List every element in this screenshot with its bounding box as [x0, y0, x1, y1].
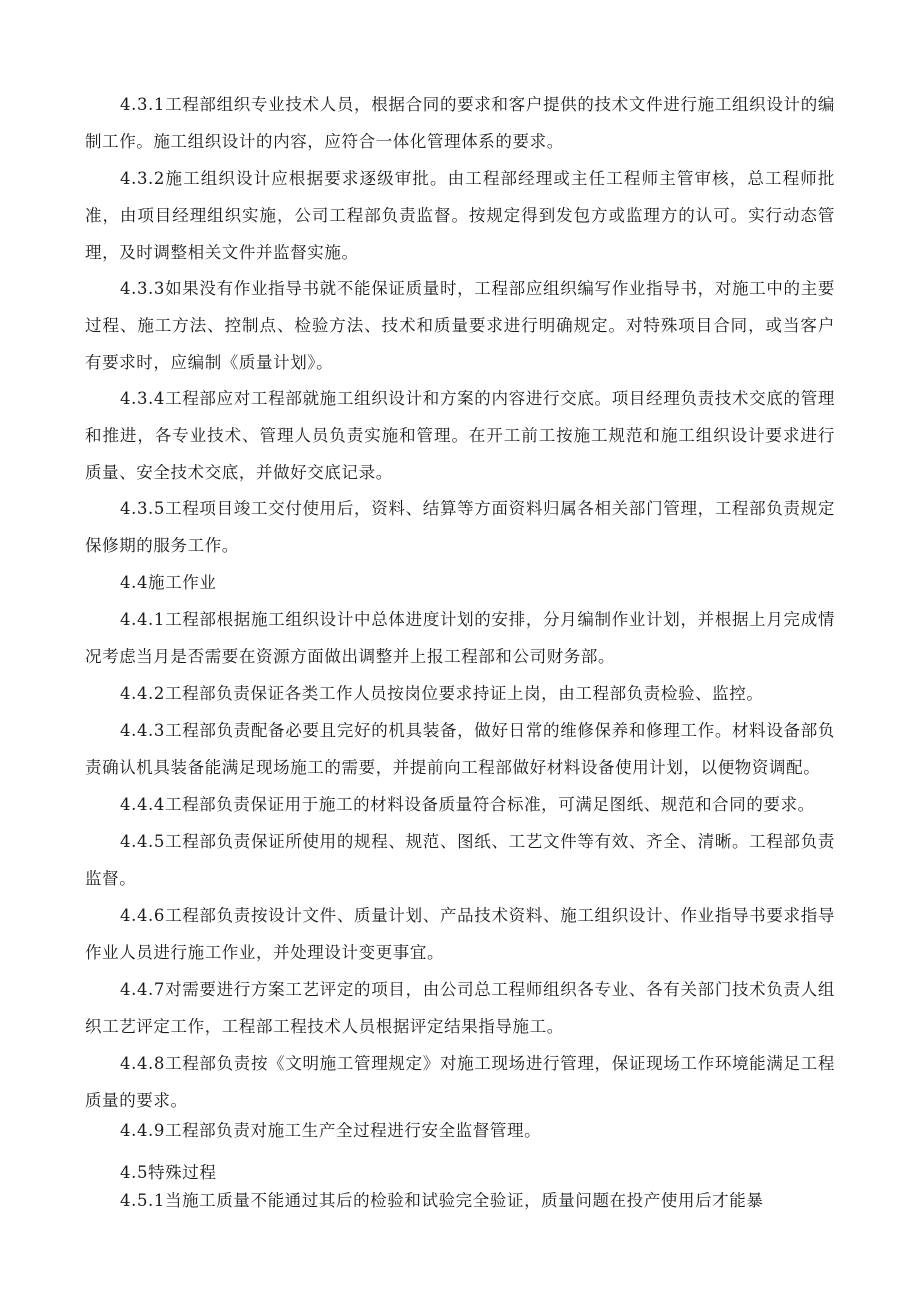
- paragraph-4-3-2: 4.3.2施工组织设计应根据要求逐级审批。由工程部经理或主任工程师主管审核，总工程师批准，由项目经理组织实施，公司工程部负责监督。按规定得到发包方或监理方的认可。实行动态管理，及时调整相关文件并监督实施。: [85, 169, 835, 262]
- paragraph-4-4-8: 4.4.8工程部负责按《文明施工管理规定》对施工现场进行管理，保证现场工作环境能满足工程质量的要求。: [85, 1054, 835, 1110]
- document-page: [85, 0, 835, 1301]
- paragraph-4-3-5: 4.3.5工程项目竣工交付使用后，资料、结算等方面资料归属各相关部门管理，工程部负责规定保修期的服务工作。: [85, 499, 835, 555]
- paragraph-4-4-2: 4.4.2工程部负责保证各类工作人员按岗位要求持证上岗，由工程部负责检验、监控。: [120, 684, 764, 703]
- paragraph-4-3-3: 4.3.3如果没有作业指导书就不能保证质量时，工程部应组织编写作业指导书，对施工中的主要过程、施工方法、控制点、检验方法、技术和质量要求进行明确规定。对特殊项目合同，或当客户有要求时，应编制《质量计划》。: [85, 279, 835, 372]
- heading-4-5: 4.5特殊过程: [120, 1163, 217, 1182]
- paragraph-4-4-5: 4.4.5工程部负责保证所使用的规程、规范、图纸、工艺文件等有效、齐全、清晰。工程部负责监督。: [85, 832, 835, 888]
- paragraph-4-4-7: 4.4.7对需要进行方案工艺评定的项目，由公司总工程师组织各专业、各有关部门技术负责人组织工艺评定工作，工程部工程技术人员根据评定结果指导施工。: [85, 980, 835, 1036]
- paragraph-4-4-1: 4.4.1工程部根据施工组织设计中总体进度计划的安排，分月编制作业计划，并根据上月完成情况考虑当月是否需要在资源方面做出调整并上报工程部和公司财务部。: [85, 610, 835, 666]
- paragraph-4-4-3: 4.4.3工程部负责配备必要且完好的机具装备，做好日常的维修保养和修理工作。材料设备部负责确认机具装备能满足现场施工的需要，并提前向工程部做好材料设备使用计划，以便物资调配。: [85, 721, 835, 777]
- paragraph-4-4-9: 4.4.9工程部负责对施工生产全过程进行安全监督管理。: [120, 1121, 542, 1140]
- paragraph-4-5-1: 4.5.1当施工质量不能通过其后的检验和试验完全验证，质量问题在投产使用后才能暴: [120, 1191, 764, 1210]
- paragraph-4-3-4: 4.3.4工程部应对工程部就施工组织设计和方案的内容进行交底。项目经理负责技术交底的管理和推进，各专业技术、管理人员负责实施和管理。在开工前工按施工规范和施工组织设计要求进行质量、安全技术交底，并做好交底记录。: [85, 389, 835, 482]
- heading-4-4: 4.4施工作业: [120, 573, 217, 592]
- paragraph-4-4-6: 4.4.6工程部负责按设计文件、质量计划、产品技术资料、施工组织设计、作业指导书要求指导作业人员进行施工作业，并处理设计变更事宜。: [85, 906, 835, 962]
- paragraph-4-3-1: 4.3.1工程部组织专业技术人员，根据合同的要求和客户提供的技术文件进行施工组织设计的编制工作。施工组织设计的内容，应符合一体化管理体系的要求。: [85, 95, 835, 151]
- paragraph-4-4-4: 4.4.4工程部负责保证用于施工的材料设备质量符合标准，可满足图纸、规范和合同的要求。: [120, 795, 815, 814]
